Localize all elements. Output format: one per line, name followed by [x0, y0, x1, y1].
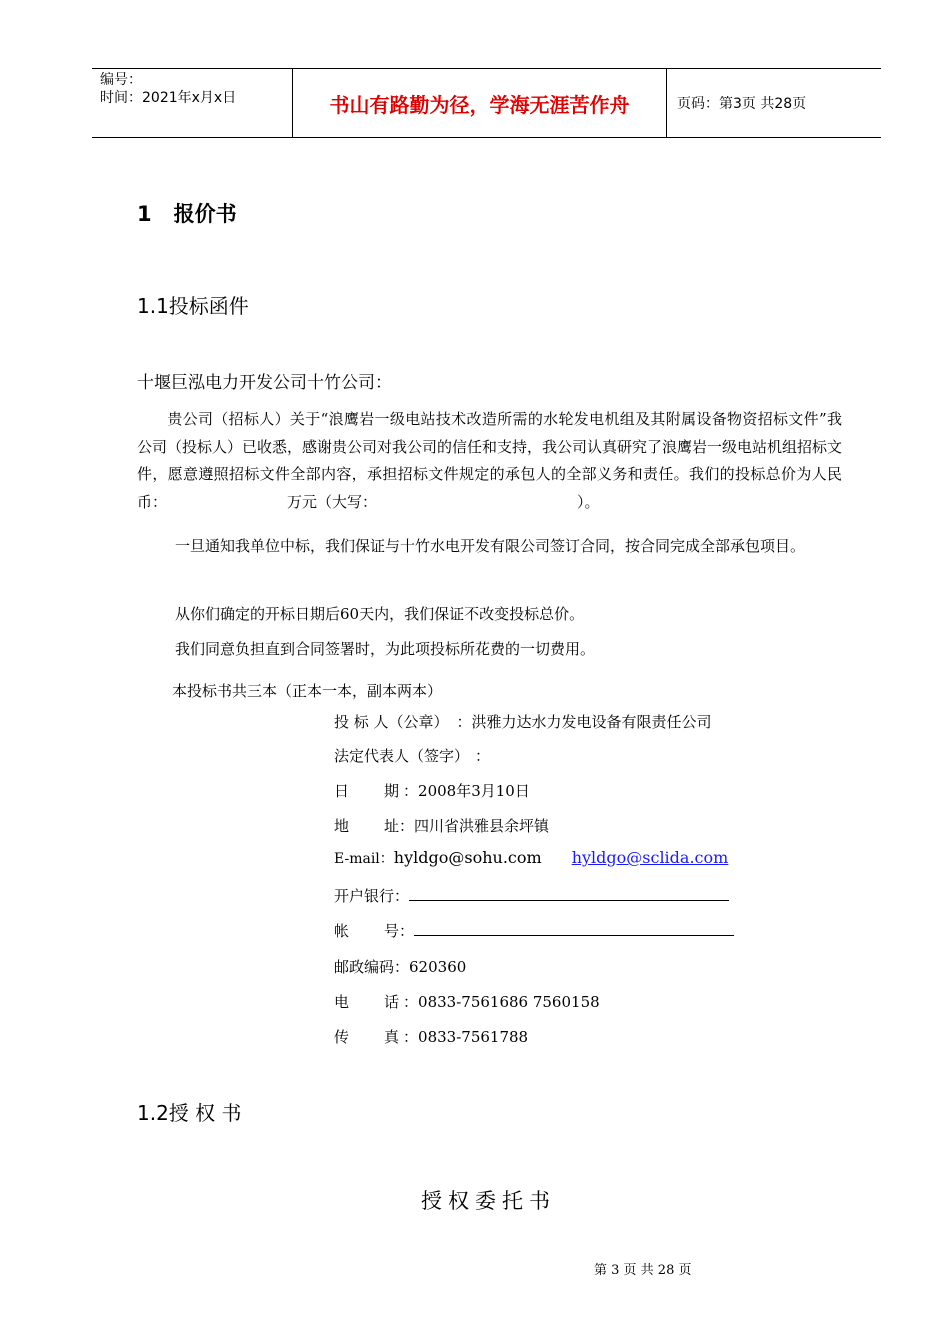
- email-label: E-mail：: [334, 851, 394, 867]
- time-label: 时间：2021年x月x日: [100, 90, 237, 106]
- fax-label-1: 传: [334, 1028, 350, 1046]
- paragraph-4: 我们同意负担直到合同签署时，为此项投标所花费的一切费用。: [175, 640, 596, 658]
- authorization-title: 授权委托书: [421, 1189, 556, 1213]
- section-1-2-heading: 1.2授 权 书: [137, 1101, 242, 1125]
- bidder-row: [334, 711, 712, 732]
- section-1-heading: [137, 198, 237, 228]
- email-row: [334, 848, 728, 868]
- header-motto: 书山有路勤为径，学海无涯苦作舟: [292, 69, 667, 137]
- date-label-2: 期: [384, 782, 400, 800]
- number-label: 编号：: [100, 72, 142, 88]
- rep-value: ：: [475, 747, 491, 765]
- email-1: hyldgo@sohu.com: [393, 848, 542, 867]
- section-1-title: 报价书: [173, 202, 237, 226]
- paragraph-1: [137, 406, 842, 516]
- page-header: [92, 68, 881, 138]
- date-label-1: 日: [334, 782, 350, 800]
- email-2-link[interactable]: hyldgo@sclida.com: [571, 848, 729, 867]
- bank-blank-line: [409, 885, 729, 901]
- phone-row: [334, 991, 600, 1012]
- account-blank-line: [414, 920, 734, 936]
- account-row: [334, 920, 734, 941]
- addressee: 十堰巨泓电力开发公司十竹公司：: [137, 373, 392, 393]
- paragraph-3: 从你们确定的开标日期后60天内，我们保证不改变投标总价。: [175, 605, 585, 623]
- phone-value: ：0833-7561686 7560158: [403, 993, 600, 1011]
- fax-row: [334, 1026, 528, 1047]
- bidder-label: 投 标 人（公章）: [334, 713, 449, 731]
- account-label-2: 号：: [384, 922, 415, 940]
- address-label-2: 址: [384, 817, 400, 835]
- date-value: ：2008年3月10日: [403, 782, 530, 800]
- paragraph-2: [137, 528, 842, 565]
- phone-label-1: 电: [334, 993, 350, 1011]
- fax-label-2: 真: [384, 1028, 400, 1046]
- paragraph-1-end: ）。: [577, 492, 600, 511]
- paragraph-1-unit: 万元（大写：: [287, 492, 378, 511]
- address-row: [334, 815, 549, 836]
- header-page-info: 页码：第3页 共28页: [677, 96, 807, 112]
- fax-value: ：0833-7561788: [403, 1028, 529, 1046]
- bank-row: [334, 885, 729, 906]
- section-1-number: 1: [137, 202, 152, 226]
- date-row: [334, 780, 530, 801]
- phone-label-2: 话: [384, 993, 400, 1011]
- address-label-1: 地: [334, 817, 350, 835]
- postcode-value: 620360: [409, 958, 467, 976]
- header-meta: [92, 69, 292, 137]
- postcode-row: [334, 956, 466, 977]
- rep-label: 法定代表人（签字）: [334, 747, 470, 765]
- page-footer: 第 3 页 共 28 页: [594, 1263, 692, 1278]
- section-1-1-heading: 1.1投标函件: [137, 294, 249, 318]
- postcode-label: 邮政编码：: [334, 958, 410, 976]
- paragraph-5: 本投标书共三本（正本一本，副本两本）: [172, 682, 443, 700]
- paragraph-2-text: 一旦通知我单位中标，我们保证与十竹水电开发有限公司签订合同，按合同完成全部承包项目。: [175, 537, 806, 555]
- rep-row: [334, 745, 490, 766]
- paragraph-1-text: 贵公司（招标人）关于“浪鹰岩一级电站技术改造所需的水轮发电机组及其附属设备物资招标文件”我公司（投标人）已收悉，感谢贵公司对我公司的信任和支持，我公司认真研究了浪鹰岩一级电站机组招标文件，愿意遵照招标文件全部内容，承担招标文件规定的承包人的全部义务和责任。我们的投标总价为人民币：: [137, 410, 843, 511]
- account-label-1: 帐: [334, 922, 350, 940]
- address-value: ：四川省洪雅县余坪镇: [399, 817, 550, 835]
- bidder-value: ：洪雅力达水力发电设备有限责任公司: [456, 713, 712, 731]
- bank-label: 开户银行：: [334, 887, 410, 905]
